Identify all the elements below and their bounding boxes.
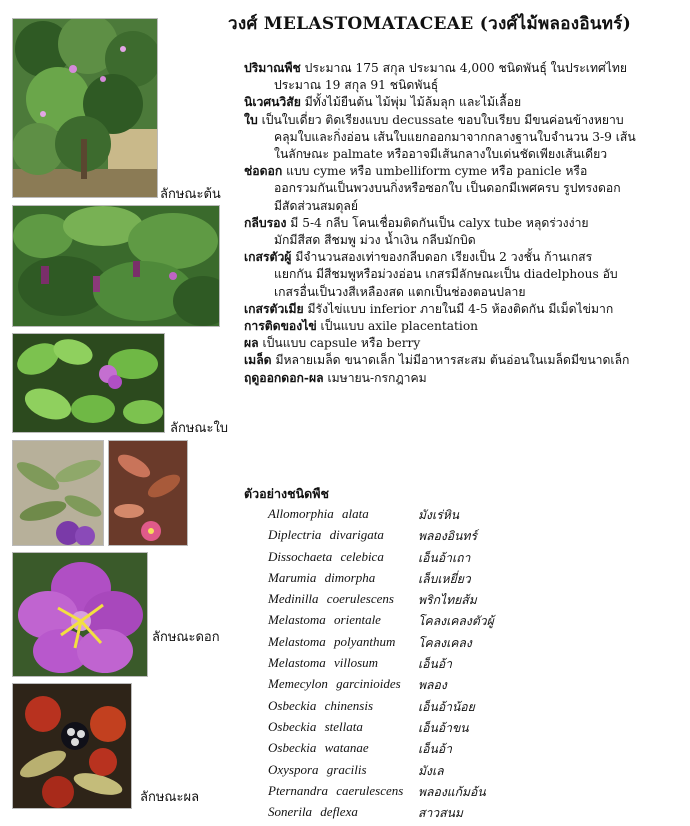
caption-fruit: ลักษณะผล	[140, 790, 200, 805]
description-line	[244, 112, 682, 129]
species-thai-name: พลอง	[418, 678, 447, 693]
description-line	[244, 129, 682, 146]
examples-heading: ตัวอย่างชนิดพืช	[244, 486, 329, 501]
species-row	[268, 612, 688, 633]
species-row	[268, 762, 688, 783]
description-term: ช่อดอก	[244, 164, 283, 179]
description-text: มี 5-4 กลีบ โคนเชื่อมติดกันเป็น calyx tube หลุดร่วงง่าย	[290, 215, 589, 230]
description-text: มีรังไข่แบบ inferior ภายในมี 4-5 ห้องติดกัน มีเม็ดไข่มาก	[307, 301, 614, 316]
species-thai-name: เอ็นอ้าขน	[418, 720, 469, 735]
species-row	[268, 527, 688, 548]
species-thai-name: มังเล	[418, 763, 444, 778]
description-line	[244, 180, 682, 197]
description-term: เกสรตัวเมีย	[244, 301, 304, 316]
caption-flower: ลักษณะดอก	[152, 630, 220, 645]
description-line	[244, 284, 682, 301]
description-text: เป็นแบบ capsule หรือ berry	[262, 336, 421, 351]
description-text: ออกรวมกันเป็นพวงบนกิ่งหรือซอกใบ เป็นดอกมีเพศครบ รูปทรงดอก	[274, 181, 621, 196]
description-text: ในลักษณะ palmate หรืออาจมีเส้นกลางใบเด่นชัดเพียงเส้นเดียว	[274, 147, 608, 162]
description-term: ปริมาณพืช	[244, 61, 301, 75]
species-scientific-name: Memecylon garcinioides	[268, 676, 401, 692]
description-line	[244, 249, 682, 266]
description-line	[244, 77, 682, 94]
species-row	[268, 549, 688, 570]
description-text: มีจำนวนสองเท่าของกลีบดอก เรียงเป็น 2 วงชั้น ก้านเกสร	[295, 250, 593, 265]
description-line	[244, 146, 682, 163]
species-row	[268, 655, 688, 676]
species-row	[268, 506, 688, 527]
species-thai-name: มังเร่หิน	[418, 508, 460, 522]
species-scientific-name: Diplectria divarigata	[268, 527, 384, 543]
description-line	[244, 352, 682, 369]
species-scientific-name: Osbeckia stellata	[268, 718, 363, 734]
description-term: การติดของไข่	[244, 319, 317, 334]
species-scientific-name: Sonerila deflexa	[268, 804, 358, 820]
species-thai-name: พริกไทยส้ม	[418, 593, 477, 608]
description-term: ฤดูออกดอก-ผล	[244, 370, 324, 385]
species-scientific-name: Pternandra caerulescens	[268, 782, 404, 798]
caption-trunk: ลักษณะต้น	[160, 187, 221, 202]
species-thai-name: เอ็นอ้า	[418, 742, 452, 757]
description-text: ประมาณ 175 สกุล ประมาณ 4,000 ชนิดพันธุ์ ในประเทศไทย	[304, 61, 628, 75]
species-row	[268, 804, 688, 825]
description-line	[244, 232, 682, 249]
species-thai-name: เอ็นอ้า	[418, 657, 452, 672]
description-term: กลีบรอง	[244, 215, 287, 230]
species-thai-name: เอ็นอ้าน้อย	[418, 699, 475, 714]
species-thai-name: เอ็นอ้าเถา	[418, 550, 471, 565]
species-row	[268, 676, 688, 697]
species-row	[268, 570, 688, 591]
description-term: เกสรตัวผู้	[244, 250, 292, 265]
species-thai-name: โคลงเคลงตัวผู้	[418, 614, 494, 629]
leaf-photo	[12, 333, 165, 433]
description-text: เป็นแบบ axile placentation	[320, 319, 479, 334]
tree-photo	[12, 18, 158, 198]
species-thai-name: พลองอินทร์	[418, 529, 478, 544]
description-text: เป็นใบเดี่ยว ติดเรียงแบบ decussate ขอบใบเรียบ มีขนค่อนข้างหยาบ	[261, 112, 624, 127]
description-term: เมล็ด	[244, 353, 272, 368]
species-scientific-name: Allomorphia alata	[268, 506, 369, 521]
species-thai-name: โคลงเคลง	[418, 635, 472, 650]
description-line	[244, 215, 682, 232]
description-line	[244, 301, 682, 318]
caption-leaf: ลักษณะใบ	[170, 421, 229, 436]
species-scientific-name: Osbeckia chinensis	[268, 697, 374, 713]
description-line	[244, 60, 682, 77]
species-row	[268, 634, 688, 655]
description-line	[244, 198, 682, 215]
page-title: วงศ์ MELASTOMATACEAE (วงศ์ไม้พลองอินทร์)	[228, 14, 632, 34]
species-scientific-name: Melastoma villosum	[268, 655, 379, 671]
description-line	[244, 163, 682, 180]
description-term: นิเวศนวิสัย	[244, 95, 301, 110]
description-text: ประมาณ 19 สกุล 91 ชนิดพันธุ์	[274, 78, 439, 93]
description-line	[244, 318, 682, 335]
description-text: มีหลายเมล็ด ขนาดเล็ก ไม่มีอาหารสะสม ต้นอ่อนในเมล็ดมีขนาดเล็ก	[275, 353, 630, 368]
species-thai-name: พลองแก้มอ้น	[418, 784, 486, 799]
fruit-photo	[12, 683, 132, 809]
species-row	[268, 719, 688, 740]
species-row	[268, 591, 688, 612]
description-text: มักมีสีสด สีชมพู ม่วง น้ำเงิน กลีบมักบิด	[274, 233, 476, 248]
description-text: แบบ cyme หรือ umbelliform cyme หรือ panicle หรือ	[286, 164, 588, 179]
description-text: มีสัดส่วนสมดุลย์	[274, 198, 358, 213]
species-scientific-name: Melastoma orientale	[268, 612, 381, 628]
description-line	[244, 266, 682, 283]
species-scientific-name: Melastoma polyanthum	[268, 633, 396, 649]
description-line	[244, 335, 682, 352]
description-line	[244, 94, 682, 111]
species-thai-name: สาวสนม	[418, 806, 463, 821]
description-text: เกสรอื่นเป็นวงสีเหลืองสด แตกเป็นช่องตอนปลาย	[274, 284, 526, 299]
species-scientific-name: Oxyspora gracilis	[268, 761, 367, 777]
species-row	[268, 783, 688, 804]
species-scientific-name: Dissochaeta celebica	[268, 548, 384, 564]
flower-branch-photo	[12, 440, 104, 546]
species-row	[268, 740, 688, 761]
species-scientific-name: Marumia dimorpha	[268, 569, 376, 585]
description-line	[244, 370, 682, 387]
description-term: ผล	[244, 336, 259, 351]
species-scientific-name: Osbeckia watanae	[268, 740, 369, 756]
description-text: แยกกัน มีสีชมพูหรือม่วงอ่อน เกสรมีลักษณะเป็น diadelphous อับ	[274, 267, 618, 282]
species-scientific-name: Medinilla coerulescens	[268, 591, 394, 607]
family-description	[244, 60, 682, 387]
pink-flower-photo	[108, 440, 188, 546]
shrub-photo	[12, 205, 220, 327]
description-text: คลุมใบและกิ่งอ่อน เส้นใบแยกออกมาจากกลางฐานใบจำนวน 3-9 เส้น	[274, 129, 636, 144]
species-list	[268, 506, 688, 825]
flower-closeup-photo	[12, 552, 148, 677]
description-text: มีทั้งไม้ยืนต้น ไม้พุ่ม ไม้ล้มลุก และไม้เลื้อย	[304, 95, 522, 110]
species-thai-name: เล็บเหยี่ยว	[418, 571, 471, 586]
description-text: เมษายน-กรกฎาคม	[327, 370, 427, 385]
description-term: ใบ	[244, 112, 258, 127]
species-row	[268, 698, 688, 719]
